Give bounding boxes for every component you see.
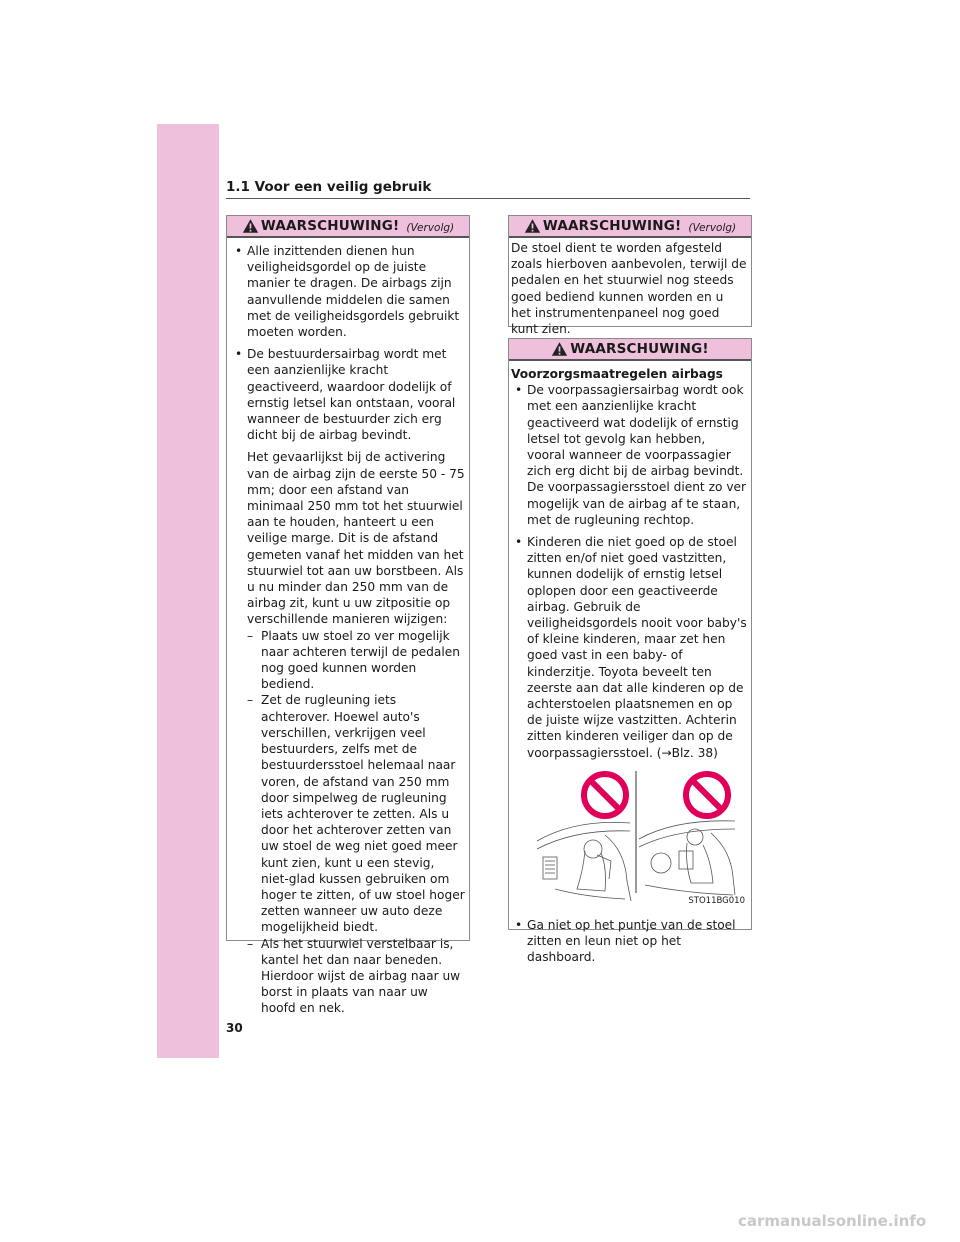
chapter-sidebar-tab [157, 124, 219, 1058]
section-heading: 1.1 Voor een veilig gebruik [226, 179, 432, 195]
prohibition-sign-icon [584, 774, 626, 816]
warning-box-left [226, 215, 470, 1016]
dash-text: Plaats uw stoel zo ver mogelijk naar achteren terwijl de pedalen nog goed kunnen worden bediend. [261, 628, 460, 692]
warning-triangle-icon [551, 341, 568, 357]
list-item: – Zet de rugleuning iets achterover. Hoewel auto's verschillen, verkrijgen veel bestuurders, zelfs met de bestuurdersstoel helemaal naar voren, de afstand van 250 mm door simpelweg de rugleuning iets achterover te zetten. Als u door het achterover zetten van uw stoel de weg niet goed meer kunt zien, kunt u een stevig, niet-glad kussen gebruiken om hoger te zitten, of uw stoel hoger zetten wanneer uw auto deze mogelijkheid biedt. [247, 693, 465, 935]
continued-label: (Vervolg) [688, 221, 737, 234]
warning-title: WAARSCHUWING! [260, 218, 400, 234]
continued-label: (Vervolg) [406, 221, 455, 234]
warning-header [509, 339, 751, 361]
bullet-text: Alle inzittenden dienen hun veiligheidsgordel op de juiste manier te dragen. De airbags zijn aanvullende middelen die samen met de veiligheidsgordels gebruikt moeten worden. [247, 244, 460, 340]
warning-title: WAARSCHUWING! [542, 218, 682, 234]
warning-triangle-icon [524, 218, 541, 234]
list-item: • Ga niet op het puntje van de stoel zitten en leun niet op het dashboard. [511, 917, 747, 966]
list-item: • De voorpassagiersairbag wordt ook met een aanzienlijke kracht geactiveerd wat dodelijk of ernstig letsel tot gevolg kan hebben, vooral wanneer de voorpassagier zich erg dicht bij de airbag bevindt. De voorpassagiersstoel dient zo ver mogelijk van de airbag af te staan, met de rugleuning rechtop. [515, 383, 747, 527]
warning-box-right-top [508, 215, 752, 337]
illustration-graphic [535, 771, 745, 909]
page-number: 30 [226, 1021, 243, 1035]
list-item: – Plaats uw stoel zo ver mogelijk naar achteren terwijl de pedalen nog goed kunnen worden bediend. [247, 628, 460, 692]
paragraph: Het gevaarlijkst bij de activering van de airbag zijn de eerste 50 - 75 mm; door een afstand van minimaal 250 mm tot het stuurwiel aan te houden, hanteert u een veilige marge. Dit is de afstand gemeten vanaf het midden van het stuurwiel tot aan uw borstbeen. Als u nu minder dan 250 mm van de airbag zit, kunt u uw zitpositie op verschillende manieren wijzigen: [247, 450, 465, 627]
heading-rule [226, 198, 750, 199]
warning-header [227, 216, 469, 238]
watermark: carmanualsonline.info [738, 1212, 927, 1230]
dash-text: Zet de rugleuning iets achterover. Hoewel auto's verschillen, verkrijgen veel bestuurders, zelfs met de bestuurdersstoel helemaal naar voren, de afstand van 250 mm door simpelweg de rugleuning iets achterover te zetten. Als u door het achterover zetten van uw stoel de weg niet goed meer kunt zien, kunt u een stevig, niet-glad kussen gebruiken om hoger te zitten, of uw stoel hoger zetten wanneer uw auto deze mogelijkheid biedt. [261, 693, 465, 935]
airbag-illustration [535, 771, 745, 909]
warning-header [509, 216, 751, 238]
warning-triangle-icon [242, 218, 259, 234]
list-item: • Alle inzittenden dienen hun veiligheidsgordel op de juiste manier te dragen. De airbags zijn aanvullende middelen die samen met de veiligheidsgordels gebruikt moeten worden. [231, 243, 465, 340]
prohibition-sign-icon [686, 774, 728, 816]
subheading: Voorzorgsmaatregelen airbags [511, 367, 723, 381]
bullet-text: De bestuurdersairbag wordt met een aanzienlijke kracht geactiveerd, waardoor dodelijk of ernstig letsel kan ontstaan, vooral wanneer de bestuurder zich erg dicht bij de airbag bevindt. [247, 347, 456, 443]
list-item: • De bestuurdersairbag wordt met een aanzienlijke kracht geactiveerd, waardoor dodelijk of ernstig letsel kan ontstaan, vooral wanneer de bestuurder zich erg dicht bij de airbag bevindt. [231, 346, 465, 443]
bullet-text: Kinderen die niet goed op de stoel zitten en/of niet goed vastzitten, kunnen dodelijk of ernstig letsel oplopen door een geactiveerde airbag. Gebruik de veiligheidsgordels nooit voor baby's of kleine kinderen, maar zet hen goed vast in een baby- of kinderzitje. Toyota beveelt ten zeerste aan dat alle kinderen op de achterstoelen plaatsnemen en op de juiste wijze vastzitten. Achterin zitten kinderen veiliger dan op de voorpassagiersstoel. (→Blz. 38) [527, 535, 747, 760]
list-item: – Als het stuurwiel verstelbaar is, kantel het dan naar beneden. Hierdoor wijst de airbag naar uw borst in plaats van naar uw hoofd en nek. [247, 936, 461, 1016]
list-item: • Kinderen die niet goed op de stoel zitten en/of niet goed vastzitten, kunnen dodelijk of ernstig letsel oplopen door een geactiveerde airbag. Gebruik de veiligheidsgordels nooit voor baby's of kleine kinderen, maar zet hen goed vast in een baby- of kinderzitje. Toyota beveelt ten zeerste aan dat alle kinderen op de achterstoelen plaatsnemen en op de juiste wijze vastzitten. Achterin zitten kinderen veiliger dan op de voorpassagiersstoel. (→Blz. 38) [515, 535, 747, 760]
paragraph: De stoel dient te worden afgesteld zoals hierboven aanbevolen, terwijl de pedalen en het stuurwiel nog steeds goed bediend kunnen worden en u het instrumentenpaneel nog goed kunt zien. [511, 241, 747, 337]
bullet-text: Ga niet op het puntje van de stoel zitten en leun niet op het dashboard. [527, 917, 736, 965]
illustration-code: STO11BG010 [688, 895, 745, 906]
warning-title: WAARSCHUWING! [570, 341, 709, 357]
dash-text: Als het stuurwiel verstelbaar is, kantel het dan naar beneden. Hierdoor wijst de airbag naar uw borst in plaats van naar uw hoofd en nek. [261, 936, 461, 1016]
bullet-text: De voorpassagiersairbag wordt ook met een aanzienlijke kracht geactiveerd wat dodelijk of ernstig letsel tot gevolg kan hebben, vooral wanneer de voorpassagier zich erg dicht bij de airbag bevindt. De voorpassagiersstoel dient zo ver mogelijk van de airbag af te staan, met de rugleuning rechtop. [527, 383, 747, 527]
warning-box-right-bottom [508, 338, 752, 965]
